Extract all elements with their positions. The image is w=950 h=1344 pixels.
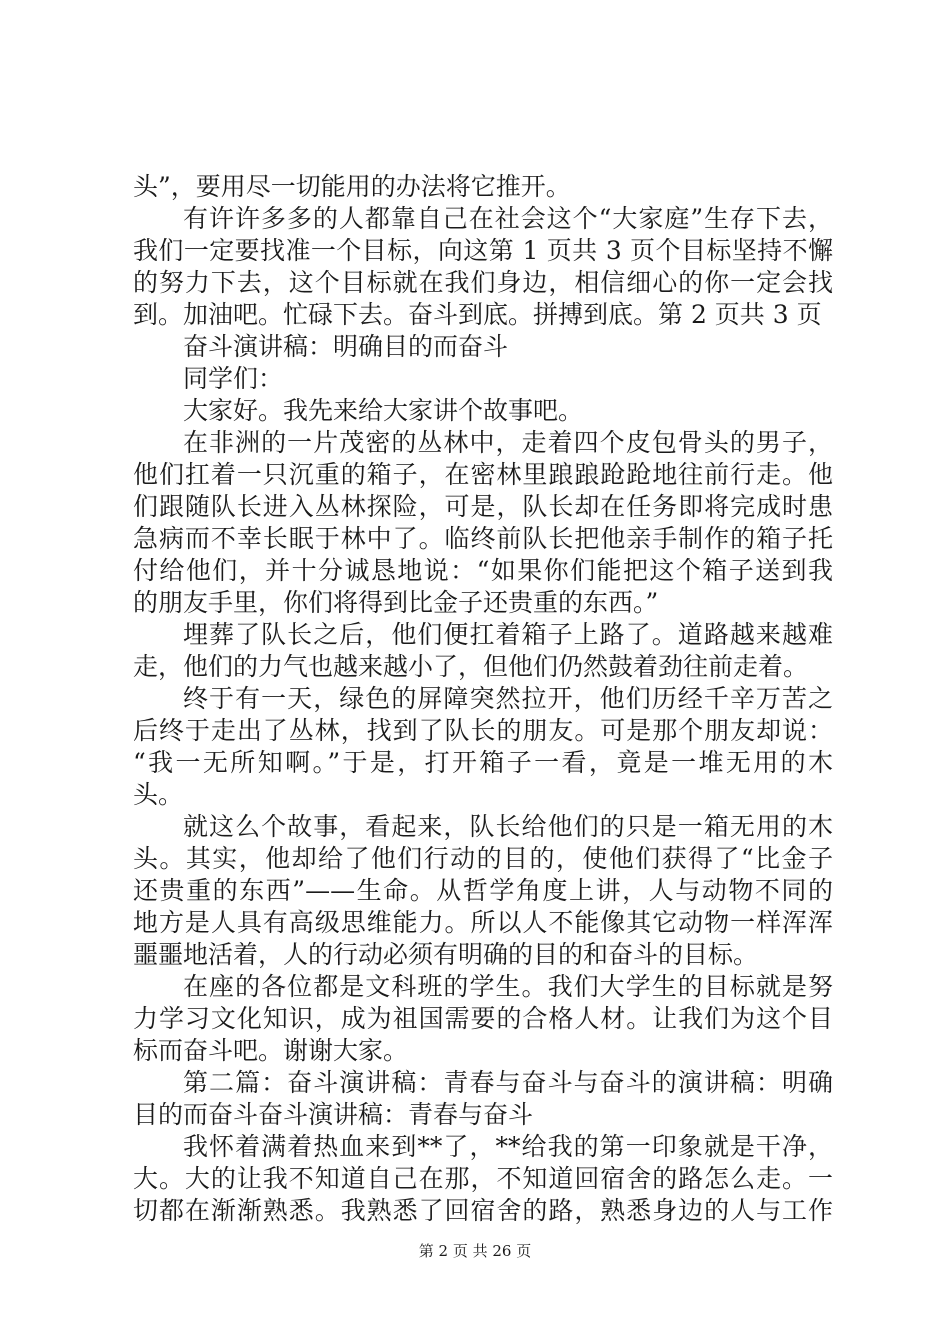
text-line: 到。加油吧。忙碌下去。奋斗到底。拼搏到底。第 2 页共 3 页	[133, 300, 822, 329]
text-line: 力学习文化知识，成为祖国需要的合格人材。让我们为这个目	[133, 1004, 833, 1033]
text-line: 第二篇：奋斗演讲稿：青春与奋斗与奋斗的演讲稿：明确	[183, 1068, 833, 1097]
text-line: 在非洲的一片茂密的丛林中，走着四个皮包骨头的男子，	[183, 428, 833, 457]
text-line: 头。	[133, 780, 184, 809]
text-line: 的朋友手里，你们将得到比金子还贵重的东西。”	[133, 588, 659, 617]
text-line: 后终于走出了丛林，找到了队长的朋友。可是那个朋友却说：	[133, 716, 833, 745]
document-body	[133, 171, 833, 1227]
text-line: 付给他们，并十分诚恳地说：“如果你们能把这个箱子送到我	[133, 556, 833, 585]
text-line: 头。其实，他却给了他们行动的目的，使他们获得了“比金子	[133, 844, 833, 873]
text-line: 大。大的让我不知道自己在那，不知道回宿舍的路怎么走。一	[133, 1164, 833, 1193]
text-line: 在座的各位都是文科班的学生。我们大学生的目标就是努	[183, 972, 833, 1001]
text-line: 他们扛着一只沉重的箱子，在密林里踉踉跄跄地往前行走。他	[133, 460, 833, 489]
text-line: 走，他们的力气也越来越小了，但他们仍然鼓着劲往前走着。	[133, 652, 809, 681]
text-line: 我们一定要找准一个目标，向这第 1 页共 3 页个目标坚持不懈	[133, 236, 833, 265]
text-line: 地方是人具有高级思维能力。所以人不能像其它动物一样浑浑	[133, 908, 833, 937]
text-line: 还贵重的东西”——生命。从哲学角度上讲，人与动物不同的	[133, 876, 833, 905]
page-footer: 第 2 页 共 26 页	[418, 1242, 532, 1260]
text-line: 埋葬了队长之后，他们便扛着箱子上路了。道路越来越难	[183, 620, 833, 649]
text-line: 终于有一天，绿色的屏障突然拉开，他们历经千辛万苦之	[183, 684, 833, 713]
text-line: 目的而奋斗奋斗演讲稿：青春与奋斗	[133, 1100, 534, 1129]
text-line: “我一无所知啊。”于是，打开箱子一看，竟是一堆无用的木	[133, 748, 833, 777]
text-line: 大家好。我先来给大家讲个故事吧。	[183, 396, 584, 425]
text-line: 有许许多多的人都靠自己在社会这个“大家庭”生存下去，	[183, 204, 833, 233]
text-line: 急病而不幸长眠于林中了。临终前队长把他亲手制作的箱子托	[133, 524, 833, 553]
text-line: 我怀着满着热血来到**了，**给我的第一印象就是干净，	[183, 1132, 833, 1161]
text-line: 标而奋斗吧。谢谢大家。	[133, 1036, 409, 1065]
text-line: 噩噩地活着，人的行动必须有明确的目的和奋斗的目标。	[133, 940, 759, 969]
text-line: 奋斗演讲稿：明确目的而奋斗	[183, 332, 509, 361]
text-line: 切都在渐渐熟悉。我熟悉了回宿舍的路，熟悉身边的人与工作	[133, 1196, 833, 1225]
text-line: 就这么个故事，看起来，队长给他们的只是一箱无用的木	[183, 812, 833, 841]
text-line: 的努力下去，这个目标就在我们身边，相信细心的你一定会找	[133, 268, 833, 297]
text-line: 头”，要用尽一切能用的办法将它推开。	[133, 172, 571, 201]
text-line: 同学们：	[183, 364, 284, 393]
text-line: 们跟随队长进入丛林探险，可是，队长却在任务即将完成时患	[133, 492, 833, 521]
